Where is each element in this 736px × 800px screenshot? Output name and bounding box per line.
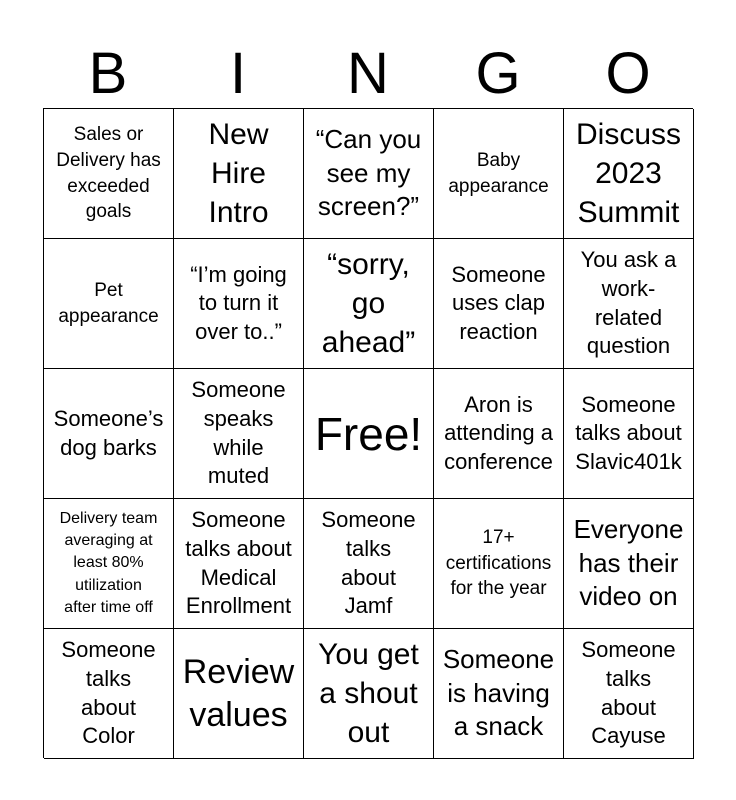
header-letter-i: I [229,41,247,106]
bingo-cell[interactable]: Someone’s dog barks [44,369,174,499]
bingo-cell[interactable]: Someone speaks while muted [174,369,304,499]
header-letter-g: G [475,41,521,106]
free-space-cell[interactable]: Free! [304,369,434,499]
bingo-cell[interactable]: Sales or Delivery has exceeded goals [44,109,174,239]
bingo-cell[interactable]: Someone talks about Color [44,629,174,759]
bingo-cell[interactable]: Someone talks about Cayuse [564,629,694,759]
bingo-cell[interactable]: “Can you see my screen?” [304,109,434,239]
bingo-cell[interactable]: You get a shout out [304,629,434,759]
bingo-board [43,108,693,758]
bingo-cell[interactable]: “I’m going to turn it over to..” [174,239,304,369]
bingo-cell[interactable]: Baby appearance [434,109,564,239]
header-letter-o: O [605,41,651,106]
bingo-cell[interactable]: You ask a work- related question [564,239,694,369]
bingo-cell[interactable]: Someone talks about Jamf [304,499,434,629]
bingo-cell[interactable]: Pet appearance [44,239,174,369]
bingo-cell[interactable]: 17+ certifications for the year [434,499,564,629]
bingo-header [43,40,693,108]
bingo-cell[interactable]: Review values [174,629,304,759]
bingo-cell[interactable]: Someone talks about Medical Enrollment [174,499,304,629]
bingo-cell[interactable]: Someone uses clap reaction [434,239,564,369]
header-letter-b: B [88,41,128,106]
bingo-cell[interactable]: Delivery team averaging at least 80% utilization after time off [44,499,174,629]
bingo-cell[interactable]: Aron is attending a conference [434,369,564,499]
bingo-cell[interactable]: “sorry, go ahead” [304,239,434,369]
bingo-cell[interactable]: Discuss 2023 Summit [564,109,694,239]
bingo-cell[interactable]: New Hire Intro [174,109,304,239]
bingo-cell[interactable]: Someone is having a snack [434,629,564,759]
header-letter-n: N [347,41,389,106]
bingo-cell[interactable]: Someone talks about Slavic401k [564,369,694,499]
bingo-cell[interactable]: Everyone has their video on [564,499,694,629]
